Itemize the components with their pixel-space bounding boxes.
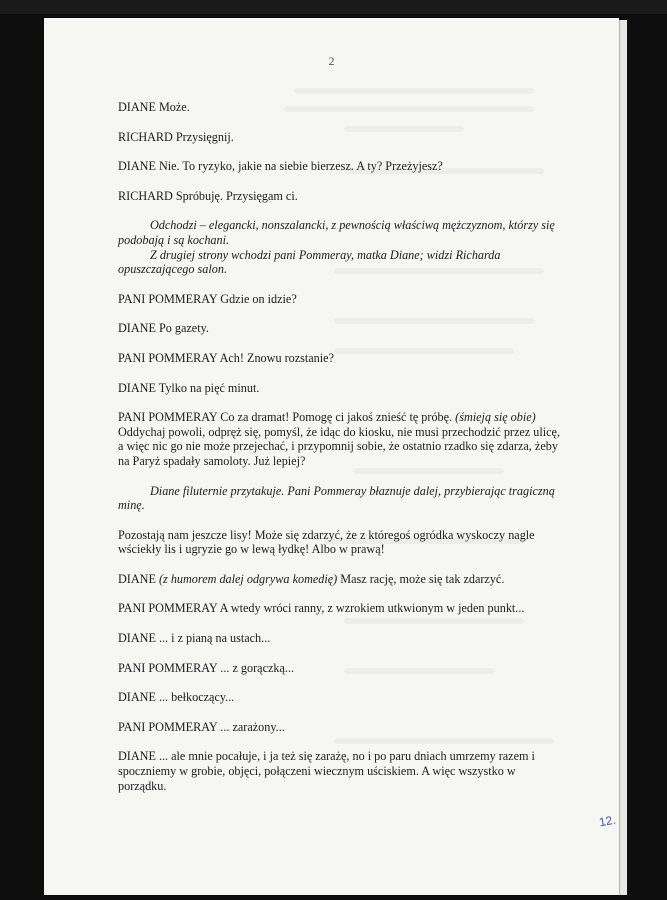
dialogue-line: PANI POMMERAY ... zarażony... bbox=[118, 719, 285, 734]
dialogue-line: PANI POMMERAY Ach! Znowu rozstanie? bbox=[118, 350, 334, 365]
paper-edge bbox=[619, 20, 627, 895]
dialogue-line: DIANE Po gazety. bbox=[118, 321, 209, 336]
dialogue-line: DIANE Może. bbox=[118, 100, 190, 114]
stage-direction: Diane filuternie przytakuje. Pani Pommeray błaznuje dalej, przybierając tragiczną minę. bbox=[118, 483, 555, 513]
dialogue-line bbox=[118, 410, 564, 468]
dialogue-line: PANI POMMERAY ... z gorączką... bbox=[118, 660, 295, 675]
dialogue-line: DIANE ... bełkoczący... bbox=[118, 690, 235, 705]
dialogue-line: RICHARD Spróbuję. Przysięgam ci. bbox=[118, 188, 298, 203]
dialogue-line: PANI POMMERAY A wtedy wróci ranny, z wzrokiem utkwionym w jeden punkt... bbox=[118, 601, 525, 616]
document-page bbox=[44, 18, 619, 895]
inline-stage-direction: (śmieją się obie) bbox=[455, 410, 536, 425]
play-text bbox=[118, 100, 564, 808]
dialogue-text: DIANE bbox=[118, 571, 159, 586]
dialogue-line: RICHARD Przysięgnij. bbox=[118, 129, 234, 144]
page-number: 2 bbox=[328, 54, 335, 68]
dialogue-line bbox=[118, 572, 564, 587]
dialogue-text: Oddychaj powoli, odpręż się, pomyśl, że idąc do kiosku, nie musi przechodzić przez ulicę, a więc nic go nie może przejechać, i przypomnij sobie, że ostatnio rzadko się zdarza, żeby na Paryż spadały samoloty. Już lepiej? bbox=[118, 424, 560, 468]
dialogue-text: PANI POMMERAY Co za dramat! Pomogę ci jakoś znieść tę próbę. bbox=[118, 410, 456, 425]
dialogue-line: PANI POMMERAY Gdzie on idzie? bbox=[118, 291, 297, 306]
dialogue-line: DIANE ... i z pianą na ustach... bbox=[118, 631, 271, 646]
dialogue-line: DIANE Nie. To ryzyko, jakie na siebie bierzesz. A ty? Przeżyjesz? bbox=[118, 159, 443, 174]
dialogue-text: Masz rację, może się tak zdarzyć. bbox=[337, 571, 505, 586]
scan-background bbox=[0, 0, 667, 14]
dialogue-line: DIANE ... ale mnie pocałuje, i ja też się zarażę, no i po paru dniach umrzemy razem i spoczniemy w grobie, objęci, połączeni wiecznym uściskiem. A więc wszystko w porządku. bbox=[118, 749, 535, 793]
stage-direction: Z drugiej strony wchodzi pani Pommeray, matka Diane; widzi Richarda opuszczającego salon. bbox=[118, 247, 501, 277]
dialogue-line: Pozostają nam jeszcze lisy! Może się zdarzyć, że z któregoś ogródka wyskoczy nagle wściekły lis i ugryzie go w lewą łydkę! Albo w prawą! bbox=[118, 527, 535, 557]
dialogue-line: DIANE Tylko na pięć minut. bbox=[118, 380, 260, 395]
inline-stage-direction: (z humorem dalej odgrywa komedię) bbox=[158, 571, 338, 586]
stage-direction: Odchodzi – elegancki, nonszalancki, z pewnością właściwą mężczyznom, którzy się podobają i są kochani. bbox=[118, 218, 555, 247]
handwritten-page-annotation: 12. bbox=[597, 812, 617, 830]
